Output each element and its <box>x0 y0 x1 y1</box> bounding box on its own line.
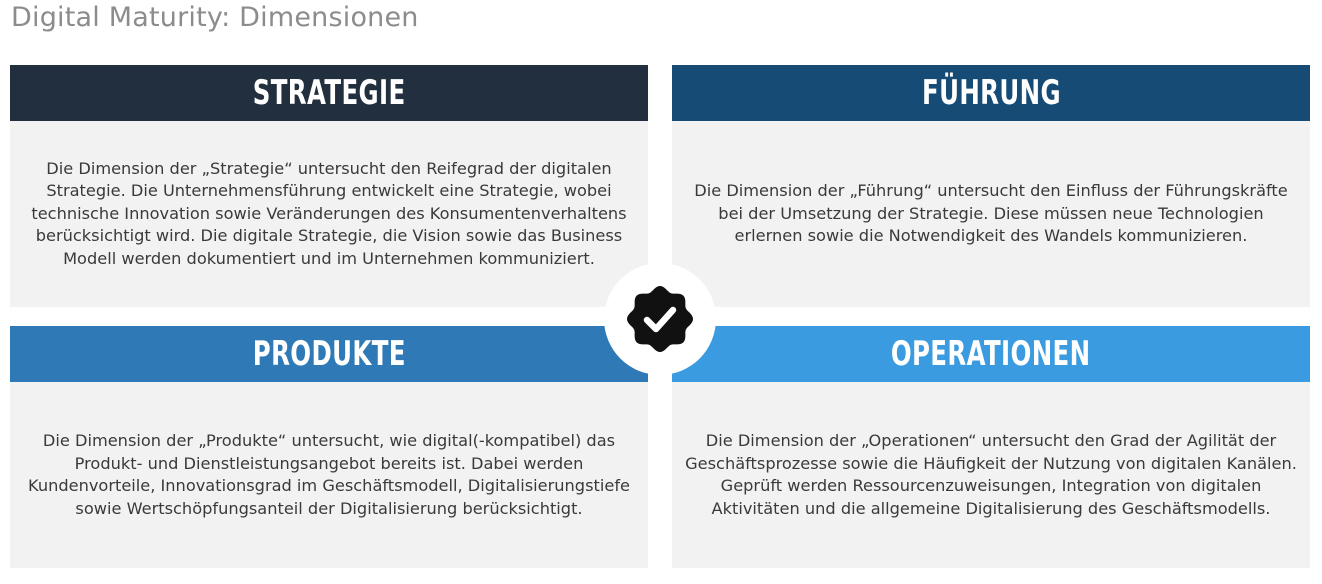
card-produkte-heading <box>10 326 648 382</box>
card-produkte-text: Die Dimension der „Produkte“ untersucht, wie digital(-kompatibel) das Produkt- und Dienstleistungsangebot bereits ist. Dabei werden Kundenvorteile, Innovationsgrad im Geschäftsmodell, Digitalisierungstiefe sowie Wertschöpfungsanteil der Digitalisierung berücksichtigt. <box>28 431 630 518</box>
card-operationen <box>672 326 1310 568</box>
card-strategie-text: Die Dimension der „Strategie“ untersucht den Reifegrad der digitalen Strategie. Die Unternehmensführung entwickelt eine Strategie, wobei technische Innovation sowie Veränderungen des Konsumentenverhaltens berücksichtigt wird. Die digitale Strategie, die Vision sowie das Business Modell werden dokumentiert und im Unternehmen kommuniziert. <box>31 158 627 268</box>
card-fuehrung-heading <box>672 65 1310 121</box>
card-fuehrung-text: Die Dimension der „Führung“ untersucht den Einfluss der Führungskräfte bei der Umsetzung der Strategie. Diese müssen neue Technologien erlernen sowie die Notwendigkeit des Wandels kommunizieren. <box>694 181 1288 246</box>
card-fuehrung <box>672 65 1310 307</box>
card-operationen-heading <box>672 326 1310 382</box>
card-strategie-heading <box>10 65 648 121</box>
card-strategie <box>10 65 648 307</box>
card-operationen-text: Die Dimension der „Operationen“ untersucht den Grad der Agilität der Geschäftsprozesse sowie die Häufigkeit der Nutzung von digitalen Kanälen. Geprüft werden Ressourcenzuweisungen, Integration von digitalen Aktivitäten und die allgemeine Digitalisierung des Geschäftsmodells. <box>685 431 1297 518</box>
card-fuehrung-heading-label: FÜHRUNG <box>921 73 1061 113</box>
card-strategie-heading-label: STRATEGIE <box>252 73 406 113</box>
card-produkte <box>10 326 648 568</box>
card-operationen-heading-label: OPERATIONEN <box>891 334 1091 374</box>
center-badge <box>604 263 716 375</box>
page-title: Digital Maturity: Dimensionen <box>11 2 419 33</box>
verified-badge-icon <box>625 284 695 354</box>
card-produkte-heading-label: PRODUKTE <box>252 334 406 374</box>
